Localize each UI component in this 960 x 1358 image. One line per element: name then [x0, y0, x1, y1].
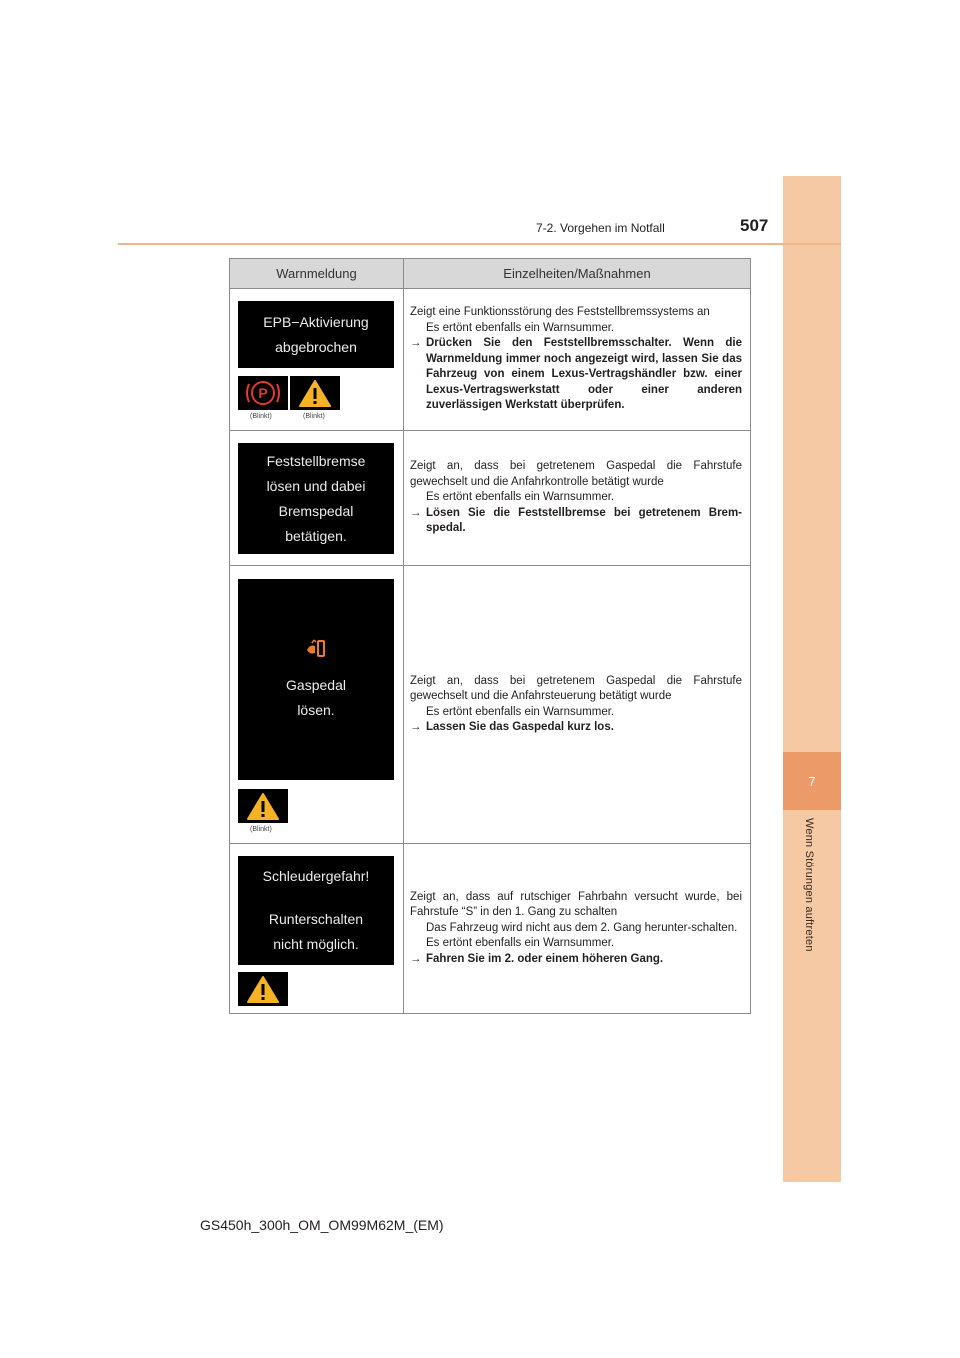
table-row — [230, 289, 750, 431]
details-cell — [404, 431, 750, 565]
page-number: 507 — [740, 216, 769, 235]
col-header-details: Einzelheiten/Maßnahmen — [503, 266, 651, 281]
display-line: Bremspedal — [278, 502, 354, 519]
header-rule — [118, 243, 841, 245]
warning-description: Zeigt eine Funktionsstörung des Feststellbremssystems an — [410, 306, 710, 319]
action-instruction — [410, 336, 742, 414]
warning-description: Zeigt an, dass auf rutschiger Fahrbahn versucht wurde, bei Fahrstufe “S” in den 1. Gang zu schalten — [410, 890, 742, 919]
display-line: lösen und dabei — [266, 477, 366, 494]
display-message — [238, 856, 394, 965]
blinkt-label: (Blinkt) — [303, 413, 325, 420]
action-instruction — [410, 720, 742, 736]
action-text: Lösen Sie die Feststellbremse bei getretenem Brem-spedal. — [426, 506, 742, 535]
chapter-title: Wenn Störungen auftreten — [803, 818, 815, 952]
arrow-icon: → — [410, 952, 422, 965]
warning-detail: Es ertönt ebenfalls ein Warnsummer. — [426, 321, 615, 334]
warning-description: Zeigt an, dass bei getretenem Gaspedal die Fahrstufe gewechselt und die Anfahrkontrolle betätigt wurde — [410, 460, 742, 488]
warning-triangle-icon — [290, 376, 340, 410]
display-line: nicht möglich. — [273, 936, 359, 952]
warning-cell — [230, 431, 404, 565]
table-row — [230, 844, 750, 1013]
table-row — [230, 566, 750, 844]
action-instruction — [410, 952, 742, 968]
warning-detail: Es ertönt ebenfalls ein Warnsummer. — [426, 491, 615, 504]
document-code: GS450h_300h_OM_OM99M62M_(EM) — [200, 1217, 444, 1233]
arrow-icon: → — [410, 721, 422, 733]
arrow-icon: → — [410, 506, 422, 519]
details-cell — [404, 844, 750, 1013]
warning-description: Zeigt an, dass bei getretenem Gaspedal die Fahrstufe gewechselt und die Anfahrsteuerung betätigt wurde — [410, 674, 742, 702]
accelerator-pedal-icon — [304, 637, 328, 659]
chapter-side-strip — [783, 176, 841, 1182]
display-line: lösen. — [297, 701, 335, 718]
action-text: Lassen Sie das Gaspedal kurz los. — [426, 721, 614, 733]
warning-detail: Es ertönt ebenfalls ein Warnsummer. — [426, 705, 615, 718]
display-line: Schleudergefahr! — [262, 868, 370, 884]
warning-detail: Es ertönt ebenfalls ein Warnsummer. — [426, 937, 615, 950]
display-line: EPB−Aktivierung — [263, 313, 369, 330]
details-cell — [404, 566, 750, 843]
display-message — [238, 579, 394, 780]
warning-triangle-icon — [238, 789, 288, 823]
arrow-icon: → — [410, 337, 422, 350]
blinkt-label: (Blinkt) — [250, 826, 272, 833]
chapter-number-tab[interactable]: 7 — [783, 752, 841, 810]
col-header-warnmeldung: Warnmeldung — [230, 259, 404, 288]
details-cell — [404, 289, 750, 430]
table-header — [230, 259, 750, 289]
warning-table — [229, 258, 751, 1014]
warning-cell — [230, 289, 404, 430]
svg-text:P: P — [258, 385, 268, 401]
action-text: Fahren Sie im 2. oder einem höheren Gang. — [426, 952, 664, 965]
warning-cell — [230, 844, 404, 1013]
warning-detail: Das Fahrzeug wird nicht aus dem 2. Gang herunter-schalten. — [426, 921, 738, 934]
display-line: Gaspedal — [286, 676, 346, 693]
section-title: 7-2. Vorgehen im Notfall — [536, 221, 665, 235]
display-line: abgebrochen — [275, 338, 357, 355]
table-row — [230, 431, 750, 566]
parking-brake-icon — [238, 376, 288, 410]
warning-triangle-icon — [238, 972, 288, 1006]
warning-cell — [230, 566, 404, 843]
action-instruction — [410, 506, 742, 537]
display-line: betätigen. — [285, 527, 347, 544]
display-message — [238, 301, 394, 368]
display-line: Runterschalten — [268, 911, 364, 927]
display-line: Feststellbremse — [266, 452, 366, 469]
display-message — [238, 443, 394, 554]
action-text: Drücken Sie den Feststellbremsschalter. Wenn die Warnmeldung immer noch angezeigt wird, lassen Sie das Fahrzeug von einem Lexus-Vertragshändler bzw. einer Lexus-Vertragswerkstatt oder einer anderen zuverlässigen Werkstatt überprüfen. — [426, 337, 742, 412]
blinkt-label: (Blinkt) — [250, 413, 272, 420]
